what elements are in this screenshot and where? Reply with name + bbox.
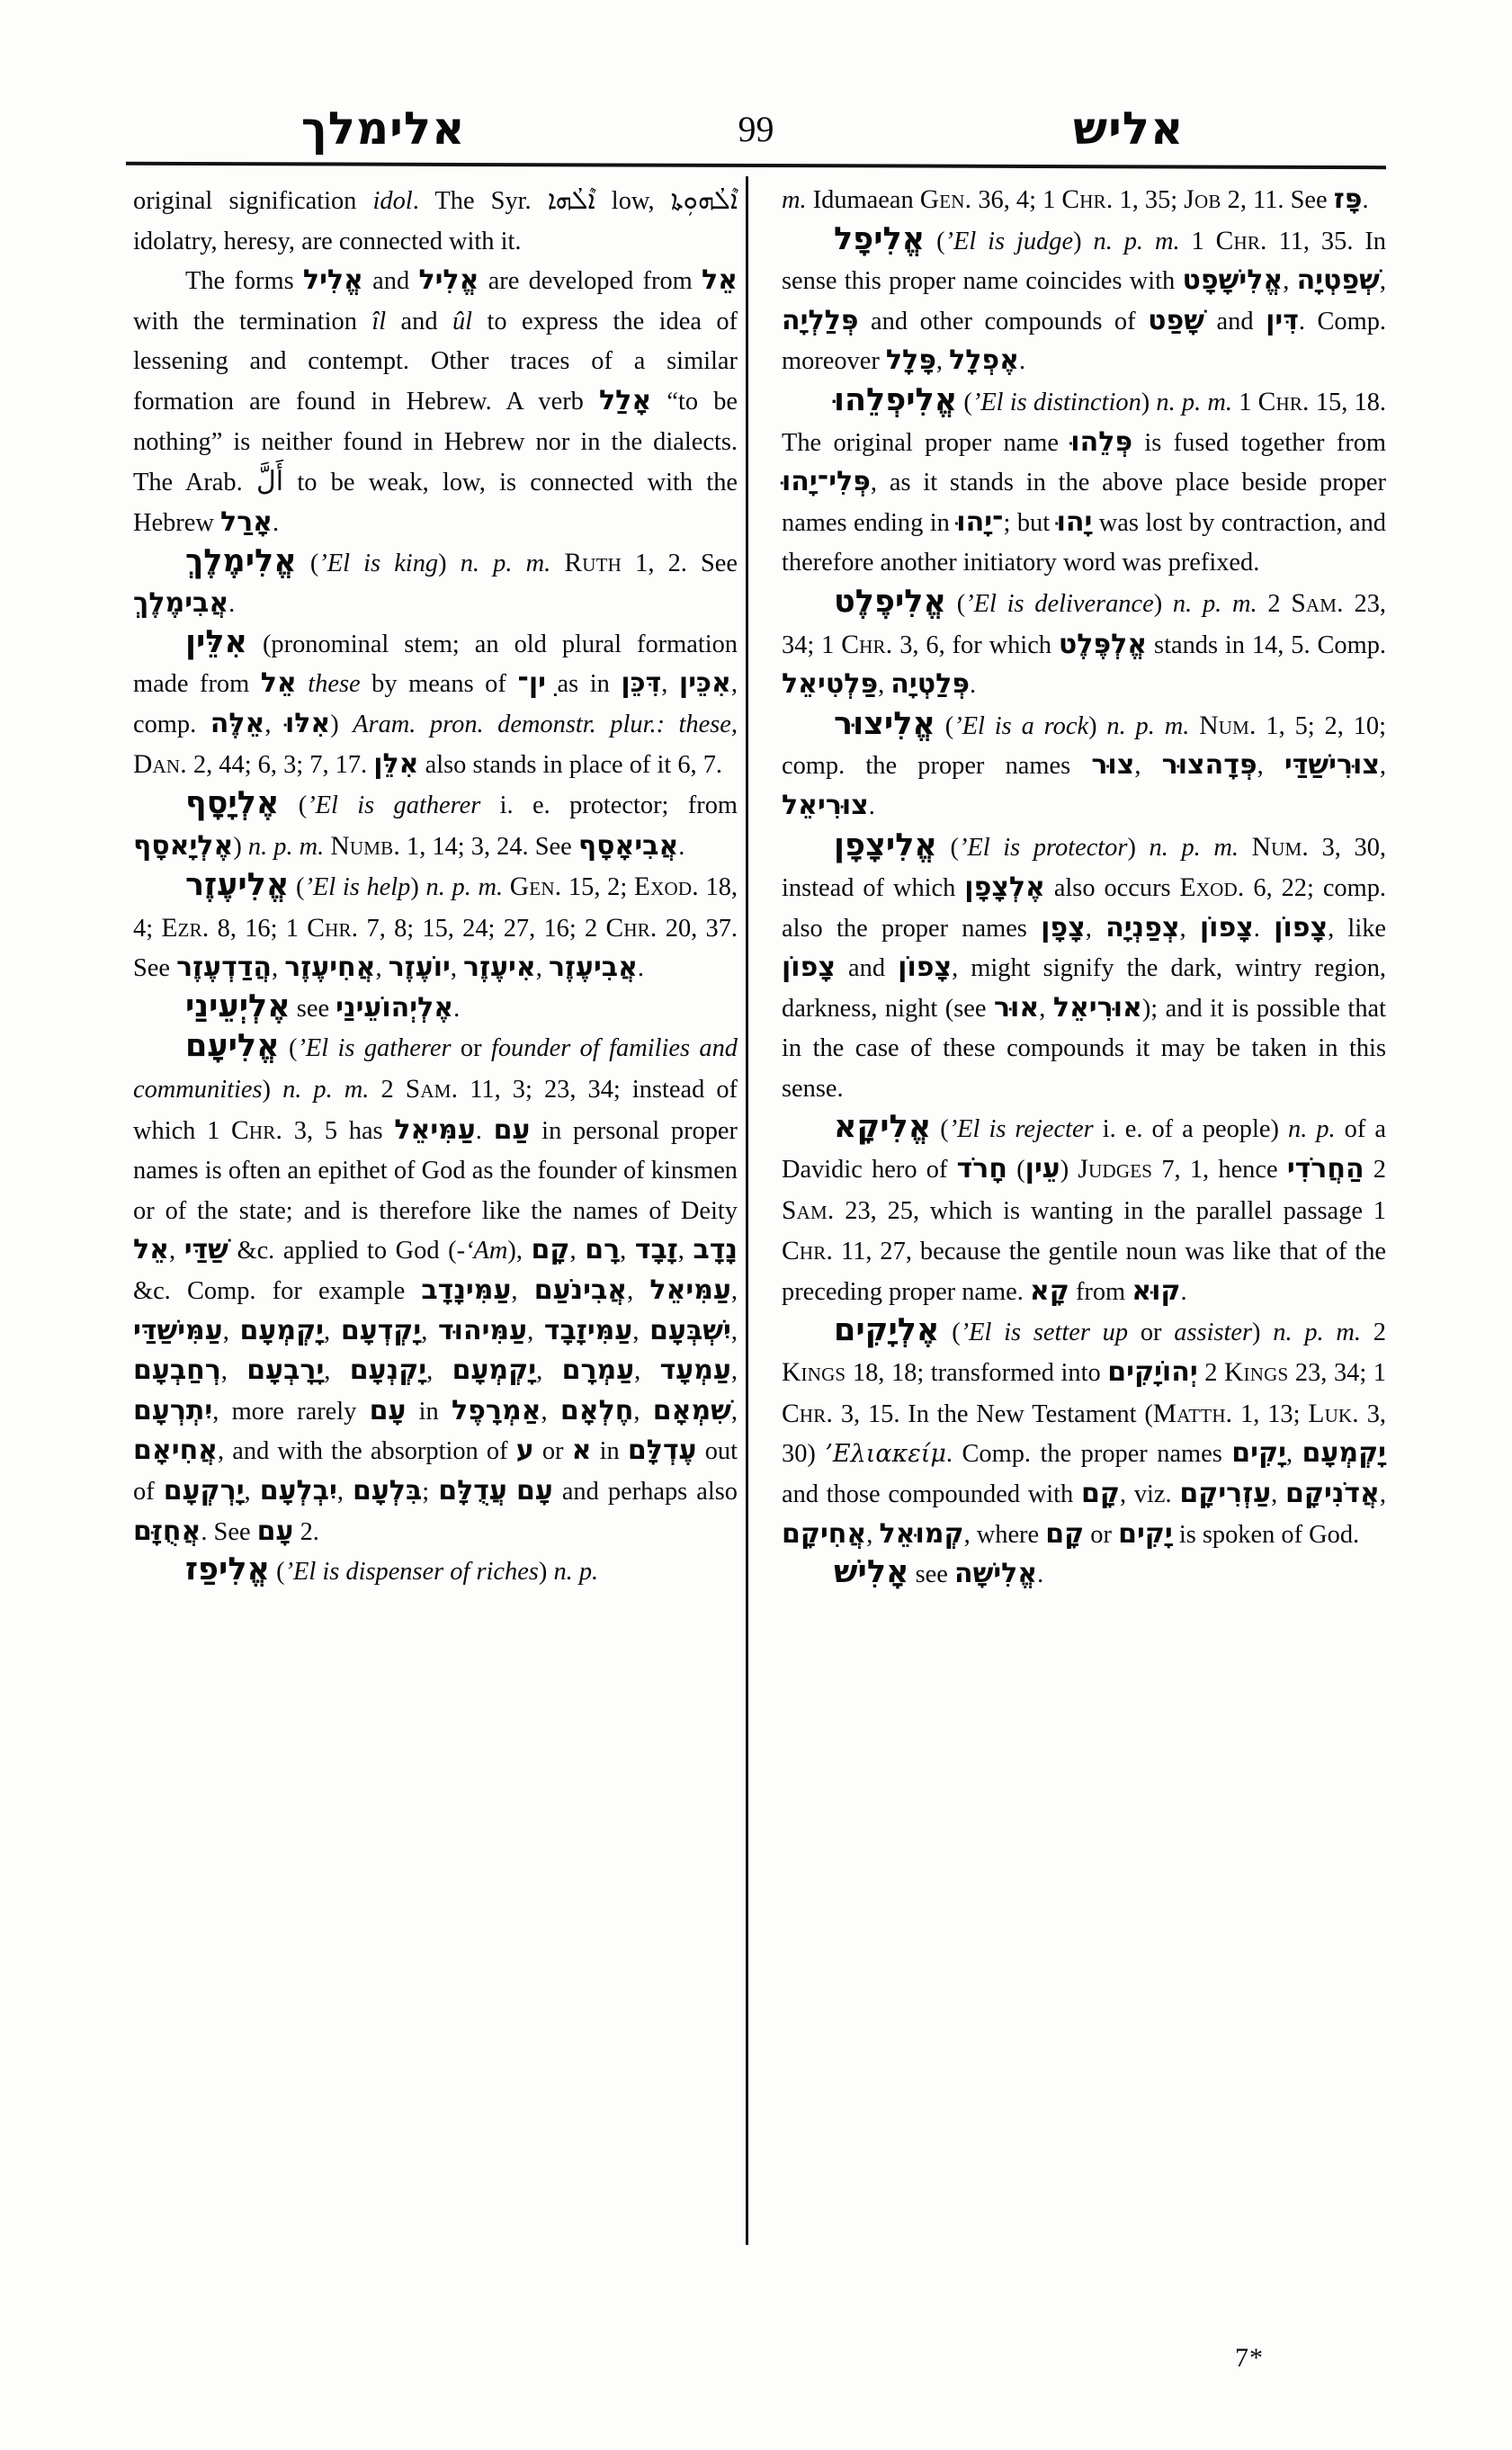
dictionary-entry: m. Idumaean Gen. 36, 4; 1 Chr. 1, 35; Job 2, 11. See פָּז. [782,183,1369,215]
running-head [135,70,1377,155]
dictionary-entry: אֶלְיָסָף (’El is gatherer i. e. protector; from אֶלְיָאסָף) n. p. m. Numb. 1, 14; 3, 24. See אֲבִיאָסָף. [133,784,738,862]
dictionary-entry: אֱלִימֶלֶךְ (’El is king) n. p. m. Ruth 1, 2. See אֲבִימֶלֶךְ. [133,543,738,619]
signature-mark: 7* [1235,2343,1264,2373]
running-head-left: אלימלך [300,103,466,155]
right-column [758,180,1386,2342]
dictionary-entry: אֶלְיְעֵינַי see אֶלְיְהוֹעֵינַי. [185,988,461,1024]
dictionary-entry: אֱלִיצָפָן (’El is protector) n. p. m. Num. 3, 30, instead of which אֶלְצָפָן also occurs Exod. 6, 22; comp. also the proper names צָפָן, צְפַנְיָה, צָפוֹן. צָפוֹן, like צָפוֹן and צָפוֹן, might signify the dark, wintry region, darkness, night (see אוּר, אוּרִיאֵל); and it is possible that in the case of these compounds it may be taken in this sense. [782,827,1387,1104]
dictionary-entry: אֱלִיפַז (’El is dispenser of riches) n. p. [185,1551,599,1588]
dictionary-entry: אָלִישׁ see אֱלִישָׁה. [834,1554,1044,1591]
dictionary-entry: original signification idol. The Syr. ܐܶܠܳܗܐ low, ܐܶܠܳܗܘܼܬܐ idolatry, heresy, are connected with it. [133,184,738,255]
dictionary-entry: אֱלִיפְלֵהוּ (’El is distinction) n. p. m. 1 Chr. 15, 18. The original proper name פְּלֵהוּ is fused together from פְּלִי־יָהוּ, as it stands in the above place beside proper names ending in ־יָהוּ; but יָהוּ was lost by contraction, and therefore another initiatory word was prefixed. [782,381,1387,577]
running-head-right: אליש [1073,103,1185,155]
dictionary-entry: The forms אֱלִיל and אֱלִיל are developed from אֵל with the termination îl and ûl to express the idea of lessening and contempt. Other traces of a similar formation are found in Hebrew. A verb אָלַל “to be nothing” is neither found in Hebrew nor in the dialects. The Arab. أَلَّ to be weak, low, is connected with the Hebrew אָרַל. [133,264,738,538]
dictionary-entry: אֱלִיעֶזֶר (’El is help) n. p. m. Gen. 15, 2; Exod. 18, 4; Ezr. 8, 16; 1 Chr. 7, 8; 15, 24; 27, 16; 2 Chr. 20, 37. See הֲדַדְעֶזֶר, אֲחִיעֶזֶר, יוֹעֶזֶר, אִיעֶזֶר, אֲבִיעֶזֶר. [133,867,738,984]
dictionary-entry: אֶלְיָקִים (’El is setter up or assister) n. p. m. 2 Kings 18, 18; transformed into יְהוֹיָקִים 2 Kings 23, 34; 1 Chr. 3, 15. In the New Testament (Matth. 1, 13; Luk. 3, 30) ’Ελιακείμ. Comp. the proper names יָקִים, יָקְמְעָם and those compounded with קָם, viz. עַזְרִיקָם, אֲדֹנִיקָם, אֲחִיקָם, קְמוּאֵל, where קָם or יָקִים is spoken of God. [782,1311,1387,1550]
running-head-right-slot [881,103,1377,155]
left-column [133,180,754,2342]
dictionary-entry: אֱלִיעָם (’El is gatherer or founder of families and communities) n. p. m. 2 Sam. 11, 3; 23, 34; instead of which 1 Chr. 3, 5 has עַמִּיאֵל. עַם in personal proper names is often an epithet of God as the founder of kinsmen or of the state; and is therefore like the names of Deity אֵל, שַׁדַּי &c. applied to God (-‘Am), קָם, רָם, זָבָד, נָדָב &c. Comp. for example עַמִּינָדָב, אֲבִינֹעַם, עַמִּיאֵל, עַמִּישַׁדַּי, יָקְמְעָם, יָקְדְעָם, עַמִּיהוּד, עַמִּיזָבָד, יִשְׁבְּעָם, רְחַבְעָם, יָרָבְעָם, יָקְנְעָם, יָקְמְעָם, עַמְרָם, עַמְעָד, יִתְרְעָם, more rarely עָם in אַמְרָפֶל, חֶלְאָם, שִׁמְאָם, אֲחִיאָם, and with the absorption of ע or א in עֶדְלָּם out of יָרְקְעָם, יִבְלְעָם, בִּלְעָם; עֲדֻלָּם עָם and perhaps also אֲחֻזָּם. See עָם 2. [133,1028,738,1547]
dictionary-entry: אֱלִיקָא (’El is rejecter i. e. of a people) n. p. of a Davidic hero of חָרֹד (עֵין) Judges 7, 1, hence הַחֲרֹדִי 2 Sam. 23, 25, which is wanting in the parallel passage 1 Chr. 11, 27, because the gentile noun was like that of the preceding proper name. קָא from קוּא. [782,1108,1387,1308]
page-number: 99 [738,109,774,149]
running-head-left-slot [135,103,631,155]
text-body [133,180,1386,2342]
dictionary-entry: אִלֵּין (pronominal stem; an old plural formation made from אֵל these by means of ִין־ as in דִּכֵּן, אִכֵּין, comp. אֵלֶּה, אִלּוּ) Aram. pron. demonstr. plur.: these, Dan. 2, 44; 6, 3; 7, 17. אִלֵּן also stands in place of it 6, 7. [133,623,738,781]
header-rule [126,162,1386,169]
dictionary-entry: אֱלִיצוּר (’El is a rock) n. p. m. Num. 1, 5; 2, 10; comp. the proper names צוּר, פְּדָהצוּר, צוּרִישַׁדַּי, צוּרִיאֵל. [782,705,1387,821]
dictionary-entry: אֱלִיפֶלֶט (’El is deliverance) n. p. m. 2 Sam. 23, 34; 1 Chr. 3, 6, for which אֱלְפֶּלֶט stands in 14, 5. Comp. פַּלְטִיאֵל, פְּלַטְיָה. [782,583,1386,701]
dictionary-entry: אֱלִיפָל (’El is judge) n. p. m. 1 Chr. 11, 35. In sense this proper name coincides with אֱלִישָׁפָט, שְׁפַטְיָה, פְּלַלְיָה and other compounds of שָׁפַט and דִּין. Comp. moreover פָּלָל, אֶפְלָל. [782,220,1386,377]
